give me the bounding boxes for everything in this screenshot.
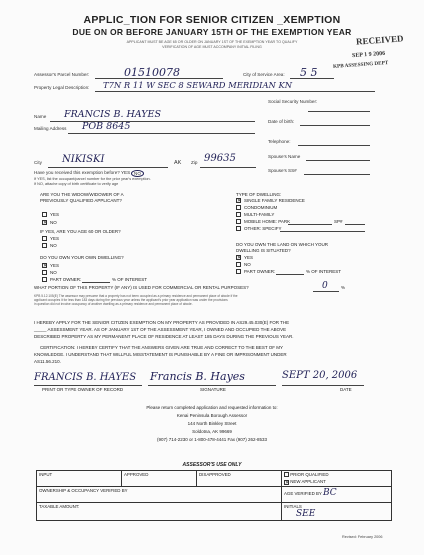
- name-value[interactable]: FRANCIS B. HAYES: [64, 109, 161, 120]
- initials-value[interactable]: SEE: [296, 509, 316, 519]
- certification-line-3: AS11.56.210.: [34, 359, 61, 364]
- city-label: City: [34, 160, 42, 165]
- parcel-number-value[interactable]: 01510078: [124, 66, 180, 79]
- commercial-pct: %: [341, 285, 346, 290]
- legal-description-label: Property Legal Description:: [34, 85, 90, 90]
- received-stamp-dept: KPB ASSESSING DEPT: [332, 60, 389, 70]
- approved-cell: APPROVED: [122, 471, 197, 487]
- widow-yes-checkbox[interactable]: [42, 212, 47, 217]
- multi-family-label: MULTI-FAMILY: [244, 212, 275, 217]
- service-area-value[interactable]: 5 5: [300, 66, 318, 79]
- single-family-checkbox[interactable]: ✕: [237, 198, 242, 204]
- statute-line-2: applicant occupies it for less than 183 days during the previous year unless the applicant's prior year application was under the provisions: [34, 298, 228, 302]
- print-owner-label: PRINT OR TYPE OWNER OF RECORD: [42, 387, 124, 392]
- city-value[interactable]: NIKISKI: [62, 154, 105, 165]
- initials-cell: [282, 503, 392, 521]
- land-question-2: DWELLING IS SITUATED?: [236, 248, 291, 253]
- multi-family-checkbox[interactable]: [236, 212, 241, 217]
- return-line-1: Please return completed application and requested information to:: [146, 405, 278, 410]
- other-label: OTHER: SPECIFY: [244, 226, 282, 231]
- age-verified-cell: [282, 487, 392, 503]
- new-applicant-label: NEW APPLICANT: [290, 479, 326, 485]
- return-line-4: Soldotna, AK 99669: [192, 429, 232, 434]
- disapproved-cell: DISAPPROVED: [197, 471, 282, 487]
- spouse-name-label: Spouse's Name: [268, 154, 301, 159]
- own-part-owner-checkbox[interactable]: [42, 277, 47, 282]
- statute-line-3: in question did not involve occupancy of another dwelling as a primary residence and permanent place of abode.: [34, 302, 193, 306]
- signature-date[interactable]: SEPT 20, 2006: [282, 370, 358, 381]
- zip-value[interactable]: 99635: [204, 153, 236, 164]
- mobile-sp-label: SP#: [334, 219, 343, 224]
- date-label: DATE: [340, 387, 352, 392]
- widow-question-2: PREVIOUSLY QUALIFIED APPLICANT?: [40, 198, 122, 203]
- prior-exemption-label: Have you received this exemption before? YES: [34, 170, 131, 175]
- land-no-label: NO: [244, 262, 251, 267]
- declaration-line-1: I HEREBY APPLY FOR THE SENIOR CITIZEN EXEMPTION ON MY PROPERTY AS PROVIDED IN AS29.45.030(E) FOR THE: [34, 320, 290, 325]
- received-stamp: RECEIVED: [355, 33, 404, 47]
- commercial-value[interactable]: 0: [322, 281, 328, 291]
- certification-line-1: CERTIFICATION: I HEREBY CERTIFY THAT THE ANSWERS GIVEN ARE TRUE AND CORRECT TO THE BEST OF MY: [40, 345, 284, 350]
- age-question: IF YES, ARE YOU AGE 60 OR OLDER?: [40, 229, 121, 234]
- own-part-owner-label: PART OWNER:: [50, 277, 82, 282]
- printed-owner-name[interactable]: FRANCIS B. HAYES: [34, 372, 137, 383]
- land-part-owner-label: PART OWNER:: [244, 269, 276, 274]
- own-dwelling-question: DO YOU OWN YOUR OWN DWELLING?: [40, 255, 124, 260]
- ssn-label: Social Security Number:: [268, 99, 318, 104]
- zip-label: Zip: [191, 160, 198, 165]
- input-cell: INPUT: [37, 471, 122, 487]
- land-pct-interest-label: % OF INTEREST: [306, 269, 342, 274]
- return-line-3: 144 North Binkley Street: [187, 421, 237, 426]
- prior-qualified-label: PRIOR QUALIFIED: [290, 472, 329, 477]
- new-applicant-checkbox[interactable]: ✕: [285, 479, 290, 486]
- ownership-cell: OWNERSHIP & OCCUPANCY VERIFIED BY: [37, 487, 282, 503]
- form-subtitle: DUE ON OR BEFORE JANUARY 15TH OF THE EXEMPTION YEAR: [72, 27, 352, 37]
- prior-note-1: If YES, list the occupant/parcel number for the prior year's exemption.: [34, 177, 151, 181]
- declaration-line-3: DESCRIBED PROPERTY AS MY PERMANENT PLACE OF RESIDENCE AT LEAST 185 DAYS DURING THE PREVIOUS YEAR.: [34, 334, 294, 339]
- name-label: Name: [34, 114, 47, 119]
- single-family-label: SINGLE FAMILY RESIDENCE: [244, 198, 305, 203]
- condo-checkbox[interactable]: [236, 205, 241, 210]
- land-yes-checkbox[interactable]: ✕: [237, 255, 242, 261]
- own-no-label: NO: [50, 270, 57, 275]
- commercial-question: WHAT PORTION OF THIS PROPERTY (IF ANY) IS USED FOR COMMERCIAL OR RENTAL PURPOSES?: [34, 285, 249, 290]
- condo-label: CONDOMINIUM: [244, 205, 278, 210]
- age-yes-checkbox[interactable]: [42, 236, 47, 241]
- telephone-label: Telephone:: [268, 139, 291, 144]
- land-question-1: DO YOU OWN THE LAND ON WHICH YOUR: [236, 242, 329, 247]
- widow-question-1: ARE YOU THE WIDOW/WIDOWER OF A: [40, 192, 124, 197]
- return-line-2: Kenai Peninsula Borough Assessor: [176, 413, 248, 418]
- mailing-address-label: Mailing Address: [34, 126, 67, 131]
- dob-label: Date of birth:: [268, 119, 295, 124]
- state-value[interactable]: AK: [174, 160, 182, 166]
- own-yes-checkbox[interactable]: ✕: [43, 263, 48, 269]
- prior-exemption-no[interactable]: NO: [131, 170, 144, 177]
- received-stamp-date: SEP 1 9 2006: [351, 50, 386, 60]
- mobile-home-label: MOBILE HOME: PARK: [244, 219, 291, 224]
- widow-no-checkbox[interactable]: ✕: [43, 220, 48, 226]
- assessor-use-heading: ASSESSOR'S USE ONLY: [182, 462, 242, 468]
- return-line-5: (907) 714-2230 or 1-800-478-4441 Fax (907) 262-8533: [156, 437, 268, 442]
- mailing-address-value[interactable]: POB 8645: [82, 121, 131, 132]
- taxable-cell: TAXABLE AMOUNT:: [37, 503, 282, 521]
- dwelling-type-label: TYPE OF DWELLING:: [236, 192, 282, 197]
- instructions-line-1: APPLICANT MUST BE AGE 65 OR OLDER ON JANUARY 1ST OF THE EXEMPTION YEAR TO QUALIFY: [126, 40, 298, 44]
- age-verified-initials[interactable]: BC: [322, 488, 337, 498]
- land-yes-label: YES: [244, 255, 254, 260]
- applicant-status-cell: [282, 471, 392, 487]
- declaration-line-2: _____ ASSESSMENT YEAR. AS OF JANUARY 1ST OF THE ASSESSMENT YEAR, I OWNED AND OCCUPIED THE ABOVE: [34, 327, 287, 332]
- own-pct-interest-label: % OF INTEREST: [112, 277, 148, 282]
- instructions-line-2: VERIFICATION OF AGE MUST ACCOMPANY INITIAL FILING: [162, 45, 262, 49]
- parcel-number-label: Assessor's Parcel Number:: [34, 72, 90, 77]
- widow-yes-label: YES: [50, 212, 60, 217]
- own-yes-label: YES: [50, 263, 60, 268]
- mobile-home-checkbox[interactable]: [236, 219, 241, 224]
- age-verified-label: AGE VERIFIED BY: [284, 491, 322, 496]
- prior-qualified-checkbox[interactable]: [284, 472, 289, 477]
- age-no-checkbox[interactable]: [42, 243, 47, 248]
- age-no-label: NO: [50, 243, 57, 248]
- age-yes-label: YES: [50, 236, 60, 241]
- revised-date: Revised: February 2006: [342, 535, 383, 539]
- certification-line-2: KNOWLEDGE. I UNDERSTAND THAT WILLFUL MISSTATEMENT IS PUNISHABLE BY A FINE OR IMPRISONMENT UNDER: [34, 352, 287, 357]
- form-title: APPLIC_TION FOR SENIOR CITIZEN _XEMPTION: [83, 14, 341, 26]
- legal-description-value[interactable]: T7N R 11 W SEC 8 SEWARD MERIDIAN KN: [103, 80, 293, 90]
- prior-note-2: If NO, attache copy of birth certificate to verify age: [34, 182, 119, 186]
- service-area-label: City of Service Area:: [243, 72, 285, 77]
- own-no-checkbox[interactable]: [42, 270, 47, 275]
- statute-line-1: KPB 5.12.105(E) The assessor may presume that a property has not been occupied as a primary residence and permanent place of abode if the: [34, 294, 238, 298]
- spouse-ssn-label: Spouse's SS#: [268, 168, 297, 173]
- widow-no-label: NO: [50, 220, 57, 225]
- signature-label: SIGNATURE: [200, 387, 226, 392]
- owner-signature[interactable]: Francis B. Hayes: [150, 370, 245, 383]
- other-checkbox[interactable]: [236, 226, 241, 231]
- land-no-checkbox[interactable]: [236, 262, 241, 267]
- assessor-use-table: [36, 470, 392, 521]
- land-part-owner-checkbox[interactable]: [236, 269, 241, 274]
- initials-label: INITIALS: [284, 504, 302, 509]
